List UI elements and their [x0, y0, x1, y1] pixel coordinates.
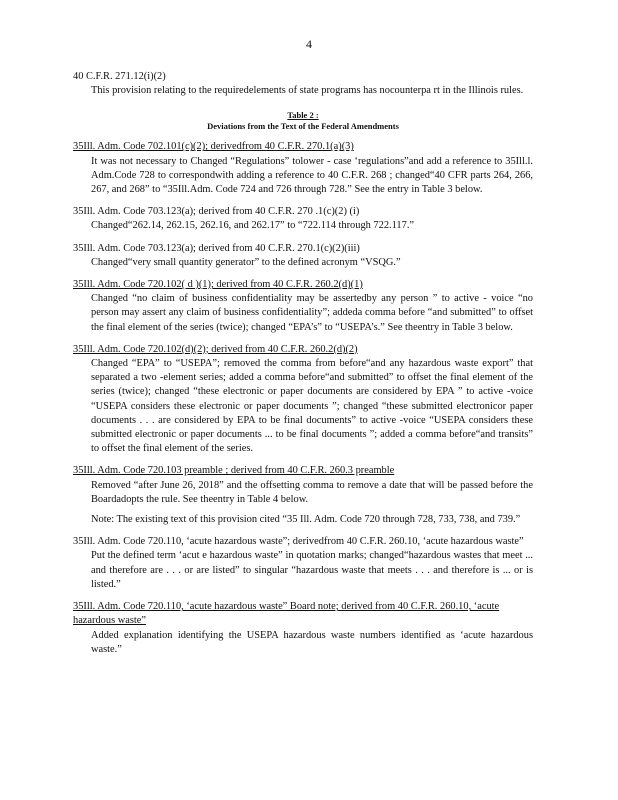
- table-entry: [73, 278, 533, 335]
- table-entry: [73, 140, 533, 197]
- entry-note: Note: The existing text of this provision cited “35 Ill. Adm. Code 720 through 728, 733, 738, and 739.”: [91, 514, 521, 526]
- table-entry: [73, 242, 533, 270]
- intro-entry: [73, 70, 533, 98]
- page-number: 4: [306, 37, 312, 51]
- entry-heading: 35Ill. Adm. Code 703.123(a); derived from 40 C.F.R. 270 .1(c)(2) (i): [73, 206, 360, 218]
- entry-heading: 35Ill. Adm. Code 702.101(c)(2); derivedfrom 40 C.F.R. 270.1(a)(3): [73, 141, 354, 153]
- table-entry: [73, 205, 533, 233]
- entry-heading: 35Ill. Adm. Code 703.123(a); derived from 40 C.F.R. 270.1(c)(2)(iii): [73, 242, 360, 254]
- table-title: Table 2 :: [287, 110, 319, 121]
- entry-heading: 35Ill. Adm. Code 720.102(d)(2); derived from 40 C.F.R. 260.2(d)(2): [73, 343, 358, 355]
- entry-text: This provision relating to the requiredelements of state programs has nocounterpa rt in the Illinois rules.: [91, 85, 524, 97]
- entry-heading: 35Ill. Adm. Code 720.102( d )(1); derived from 40 C.F.R. 260.2(d)(1): [73, 279, 363, 291]
- entry-text: Changed “EPA” to “USEPA”; removed the comma from before“and any hazardous waste export” that separated a two -element series; added a comma before“and submitted” to offset the final element of the series (twice); changed “these electronic or paper documents are considered by EPA ” to active -voice “USEPA considers these electronic or paper documents ”; changed “these submitted electronicor paper documents . . . are considered by EPA to be final documents” to active -voice “USEPA considers these submitted electronic or paper documents ... to be final documents ”; added a comma before“and transits” to offset the final element of the series.: [91, 358, 533, 455]
- table-caption: [73, 110, 533, 132]
- entry-heading: 35Ill. Adm. Code 720.110, ‘acute hazardous waste”; derivedfrom 40 C.F.R. 260.10, ‘acute hazardous waste”: [73, 536, 524, 548]
- entry-text: Added explanation identifying the USEPA hazardous waste numbers identified as ‘acute hazardous waste.”: [91, 629, 533, 655]
- entry-text: Put the defined term ‘acut e hazardous waste” in quotation marks; changed“hazardous wastes that meet ... and therefore are . . . or are listed” to singular “hazardous waste that meets . . . and therefore is ... or is listed.”: [91, 550, 533, 590]
- document-body: [73, 70, 533, 665]
- table-subtitle: Deviations from the Text of the Federal Amendments: [207, 121, 399, 132]
- table-entry: [73, 535, 533, 592]
- table-entry: [73, 343, 533, 457]
- entry-heading: 35Ill. Adm. Code 720.103 preamble ; derived from 40 C.F.R. 260.3 preamble: [73, 465, 395, 477]
- table-entry: [73, 600, 533, 657]
- entry-heading: 35Ill. Adm. Code 720.110, ‘acute hazardous waste” Board note; derived from 40 C.F.R. 260.10, ‘acute hazardous waste”: [73, 601, 500, 627]
- entry-text: Removed “after June 26, 2018” and the offsetting comma to remove a date that will be passed before the Boardadopts the rule. See theentry in Table 4 below.: [91, 479, 533, 505]
- table-entry: [73, 464, 533, 527]
- entry-text: It was not necessary to Changed “Regulations” tolower - case ‘regulations”and add a reference to 35Ill.l. Adm.Code 728 to correspondwith adding a reference to 40 C.F.R. 268 ; changed“40 CFR parts 264, 266, 267, and 268” to “35Ill.Adm. Code 724 and 726 through 728.” See the entry in Table 3 below.: [91, 155, 533, 196]
- entry-text: Changed“very small quantity generator” to the defined acronym “VSQG.”: [91, 256, 401, 268]
- entry-heading: 40 C.F.R. 271.12(i)(2): [73, 71, 166, 82]
- entry-text: Changed “no claim of business confidentiality may be assertedby any person ” to active - voice “no person may assert any claim of business confidentiality”; addeda comma before “and submitted” to offset the final element of the series (twice); changed “EPA’s” to “USEPA’s.” See theentry in Table 3 below.: [91, 293, 533, 333]
- entry-text: Changed“262.14, 262.15, 262.16, and 262.17” to “722.114 through 722.117.”: [91, 220, 415, 232]
